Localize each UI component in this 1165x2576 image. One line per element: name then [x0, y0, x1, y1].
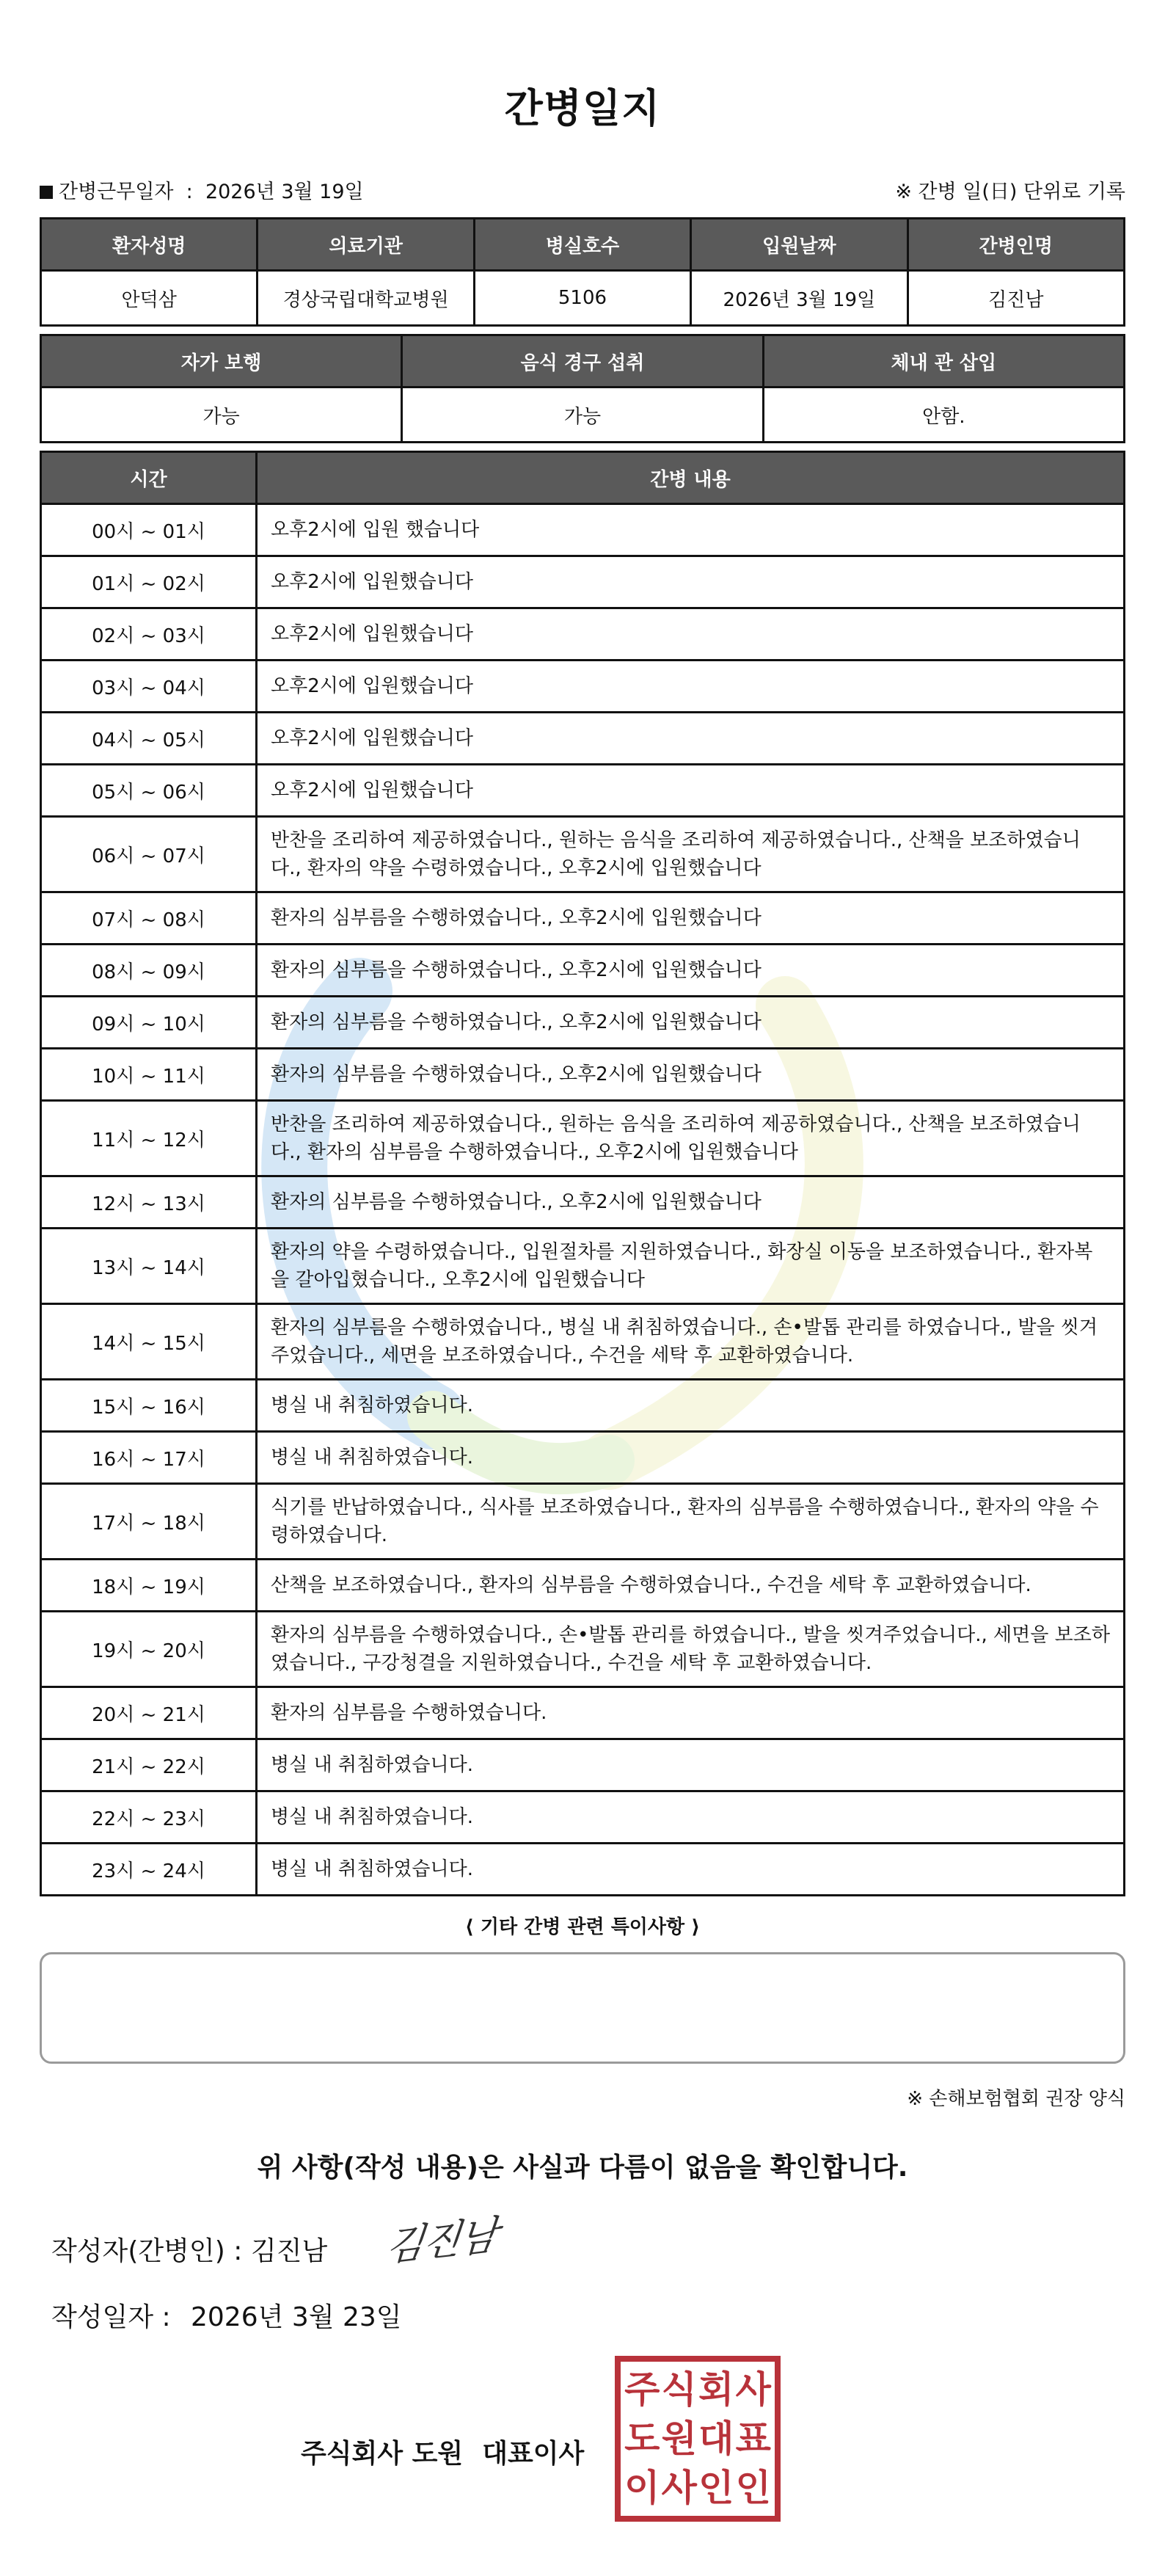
log-time: 23시 ~ 24시 — [41, 1844, 257, 1896]
table-row — [41, 1791, 1125, 1844]
writer-line — [51, 2211, 1125, 2272]
table-row — [41, 504, 1125, 556]
table-row — [41, 945, 1125, 997]
written-date-label: 작성일자 : — [51, 2302, 171, 2332]
seal-character: 사 — [661, 2467, 697, 2510]
table-row — [41, 388, 1125, 443]
table-row — [41, 1560, 1125, 1612]
table-row — [41, 608, 1125, 661]
room-number: 5106 — [474, 271, 690, 326]
log-time: 15시 ~ 16시 — [41, 1380, 257, 1432]
company-line — [301, 2434, 584, 2475]
writer-name: 김진남 — [251, 2236, 328, 2266]
seal-character: 식 — [661, 2368, 697, 2411]
table-row — [41, 1739, 1125, 1791]
seal-character: 표 — [735, 2417, 771, 2460]
log-time: 16시 ~ 17시 — [41, 1432, 257, 1484]
table-row — [41, 817, 1125, 892]
record-unit-note: ※ 간병 일(日) 단위로 기록 — [895, 181, 1125, 203]
log-time: 21시 ~ 22시 — [41, 1739, 257, 1791]
log-time: 06시 ~ 07시 — [41, 817, 257, 892]
seal-character: 사 — [735, 2368, 771, 2411]
log-time: 08시 ~ 09시 — [41, 945, 257, 997]
seal-character: 주 — [624, 2368, 660, 2411]
log-content: 오후2시에 입원했습니다 — [257, 661, 1125, 713]
log-time: 14시 ~ 15시 — [41, 1304, 257, 1380]
log-content: 환자의 심부름을 수행하였습니다., 오후2시에 입원했습니다 — [257, 1176, 1125, 1229]
header-self-walking: 자가 보행 — [41, 335, 402, 388]
table-row — [41, 1101, 1125, 1176]
log-content: 환자의 심부름을 수행하였습니다., 오후2시에 입원했습니다 — [257, 997, 1125, 1049]
header-patient-name: 환자성명 — [41, 219, 258, 271]
log-content: 반찬을 조리하여 제공하였습니다., 원하는 음식을 조리하여 제공하였습니다., 산책을 보조하였습니다., 환자의 심부름을 수행하였습니다., 오후2시에 입원했습니다 — [257, 1101, 1125, 1176]
log-content: 환자의 심부름을 수행하였습니다., 오후2시에 입원했습니다 — [257, 1049, 1125, 1101]
special-notes-title: ⟨ 기타 간병 관련 특이사항 ⟩ — [464, 1916, 701, 1938]
table-row — [41, 765, 1125, 817]
care-log-table — [40, 451, 1125, 1896]
log-content: 병실 내 취침하였습니다. — [257, 1791, 1125, 1844]
square-bullet-icon — [40, 186, 53, 199]
seal-character: 대 — [698, 2417, 734, 2460]
log-content: 오후2시에 입원했습니다 — [257, 765, 1125, 817]
log-content: 산책을 보조하였습니다., 환자의 심부름을 수행하였습니다., 수건을 세탁 후 교환하였습니다. — [257, 1560, 1125, 1612]
meta-row — [40, 178, 1125, 207]
log-time: 19시 ~ 20시 — [41, 1612, 257, 1687]
log-time: 17시 ~ 18시 — [41, 1484, 257, 1560]
written-date-value: 2026년 3월 23일 — [191, 2302, 402, 2332]
table-row — [41, 1432, 1125, 1484]
log-time: 12시 ~ 13시 — [41, 1176, 257, 1229]
log-content: 환자의 심부름을 수행하였습니다. — [257, 1687, 1125, 1739]
table-row — [41, 271, 1125, 326]
patient-name: 안덕삼 — [41, 271, 258, 326]
tube-insertion-value: 안함. — [763, 388, 1124, 443]
log-content: 오후2시에 입원했습니다 — [257, 556, 1125, 608]
log-time: 09시 ~ 10시 — [41, 997, 257, 1049]
table-row — [41, 1380, 1125, 1432]
log-time: 04시 ~ 05시 — [41, 713, 257, 765]
log-time: 01시 ~ 02시 — [41, 556, 257, 608]
log-content: 오후2시에 입원했습니다 — [257, 608, 1125, 661]
handwritten-signature: 김진남 — [384, 2211, 499, 2271]
header-hospital: 의료기관 — [258, 219, 474, 271]
work-date — [40, 178, 364, 207]
recommended-form-note: ※ 손해보험협회 권장 양식 — [907, 2088, 1125, 2110]
log-content: 환자의 심부름을 수행하였습니다., 병실 내 취침하였습니다., 손•발톱 관리를 하였습니다., 발을 씻겨주었습니다., 세면을 보조하였습니다., 수건을 세탁 후 교환하였습니다. — [257, 1304, 1125, 1380]
table-row — [41, 1612, 1125, 1687]
written-date-line — [51, 2297, 1125, 2338]
work-date-value: 2026년 3월 19일 — [205, 181, 364, 203]
seal-character: 인 — [735, 2467, 771, 2510]
seal-character: 원 — [661, 2417, 697, 2460]
log-time: 00시 ~ 01시 — [41, 504, 257, 556]
log-content: 환자의 심부름을 수행하였습니다., 손•발톱 관리를 하였습니다., 발을 씻겨주었습니다., 세면을 보조하였습니다., 구강청결을 지원하였습니다., 수건을 세탁 후 교환하였습니다. — [257, 1612, 1125, 1687]
log-content: 환자의 심부름을 수행하였습니다., 오후2시에 입원했습니다 — [257, 892, 1125, 945]
log-content: 오후2시에 입원했습니다 — [257, 713, 1125, 765]
log-time: 10시 ~ 11시 — [41, 1049, 257, 1101]
log-time: 22시 ~ 23시 — [41, 1791, 257, 1844]
table-header-row — [41, 219, 1125, 271]
log-time: 02시 ~ 03시 — [41, 608, 257, 661]
table-row — [41, 1687, 1125, 1739]
company-title: 대표이사 — [482, 2439, 585, 2469]
seal-character: 이 — [624, 2467, 660, 2510]
table-row — [41, 997, 1125, 1049]
log-time: 13시 ~ 14시 — [41, 1229, 257, 1304]
header-oral-intake: 음식 경구 섭취 — [402, 335, 763, 388]
special-notes-box — [40, 1952, 1125, 2064]
seal-character: 회 — [698, 2368, 734, 2411]
header-caregiver: 간병인명 — [907, 219, 1124, 271]
header-time: 시간 — [41, 452, 257, 504]
seal-character: 인 — [698, 2467, 734, 2510]
table-row — [41, 1304, 1125, 1380]
log-content: 환자의 심부름을 수행하였습니다., 오후2시에 입원했습니다 — [257, 945, 1125, 997]
company-name: 주식회사 도원 — [301, 2439, 464, 2469]
log-content: 병실 내 취침하였습니다. — [257, 1844, 1125, 1896]
writer-label: 작성자(간병인) : — [51, 2236, 243, 2266]
oral-intake-value: 가능 — [402, 388, 763, 443]
table-row — [41, 1229, 1125, 1304]
patient-info-table — [40, 217, 1125, 327]
confirmation-statement: 위 사항(작성 내용)은 사실과 다름이 없음을 확인합니다. — [257, 2153, 908, 2183]
admission-date: 2026년 3월 19일 — [691, 271, 907, 326]
log-content: 병실 내 취침하였습니다. — [257, 1739, 1125, 1791]
self-walking-value: 가능 — [41, 388, 402, 443]
patient-status-table — [40, 334, 1125, 443]
table-row — [41, 1844, 1125, 1896]
header-care-content: 간병 내용 — [257, 452, 1125, 504]
log-time: 07시 ~ 08시 — [41, 892, 257, 945]
table-header-row — [41, 335, 1125, 388]
header-room: 병실호수 — [474, 219, 690, 271]
log-time: 18시 ~ 19시 — [41, 1560, 257, 1612]
log-time: 03시 ~ 04시 — [41, 661, 257, 713]
log-content: 오후2시에 입원 했습니다 — [257, 504, 1125, 556]
work-date-separator: : — [186, 181, 193, 203]
log-content: 환자의 약을 수령하였습니다., 입원절차를 지원하였습니다., 화장실 이동을 보조하였습니다., 환자복을 갈아입혔습니다., 오후2시에 입원했습니다 — [257, 1229, 1125, 1304]
log-content: 병실 내 취침하였습니다. — [257, 1380, 1125, 1432]
work-date-label: 간병근무일자 — [59, 181, 174, 203]
table-header-row — [41, 452, 1125, 504]
care-log-page — [40, 0, 1125, 2338]
table-row — [41, 1176, 1125, 1229]
log-time: 20시 ~ 21시 — [41, 1687, 257, 1739]
table-row — [41, 661, 1125, 713]
log-time: 05시 ~ 06시 — [41, 765, 257, 817]
company-seal-stamp — [615, 2356, 781, 2522]
table-row — [41, 892, 1125, 945]
header-admission-date: 입원날짜 — [691, 219, 907, 271]
table-row — [41, 556, 1125, 608]
header-tube-insertion: 체내 관 삽입 — [763, 335, 1124, 388]
table-row — [41, 1049, 1125, 1101]
log-content: 병실 내 취침하였습니다. — [257, 1432, 1125, 1484]
seal-character: 도 — [624, 2417, 660, 2460]
log-content: 식기를 반납하였습니다., 식사를 보조하였습니다., 환자의 심부름을 수행하였습니다., 환자의 약을 수령하였습니다. — [257, 1484, 1125, 1560]
log-time: 11시 ~ 12시 — [41, 1101, 257, 1176]
table-row — [41, 1484, 1125, 1560]
table-row — [41, 713, 1125, 765]
page-title: 간병일지 — [504, 85, 661, 131]
log-content: 반찬을 조리하여 제공하였습니다., 원하는 음식을 조리하여 제공하였습니다., 산책을 보조하였습니다., 환자의 약을 수령하였습니다., 오후2시에 입원했습니다 — [257, 817, 1125, 892]
hospital-name: 경상국립대학교병원 — [258, 271, 474, 326]
caregiver-name: 김진남 — [907, 271, 1124, 326]
